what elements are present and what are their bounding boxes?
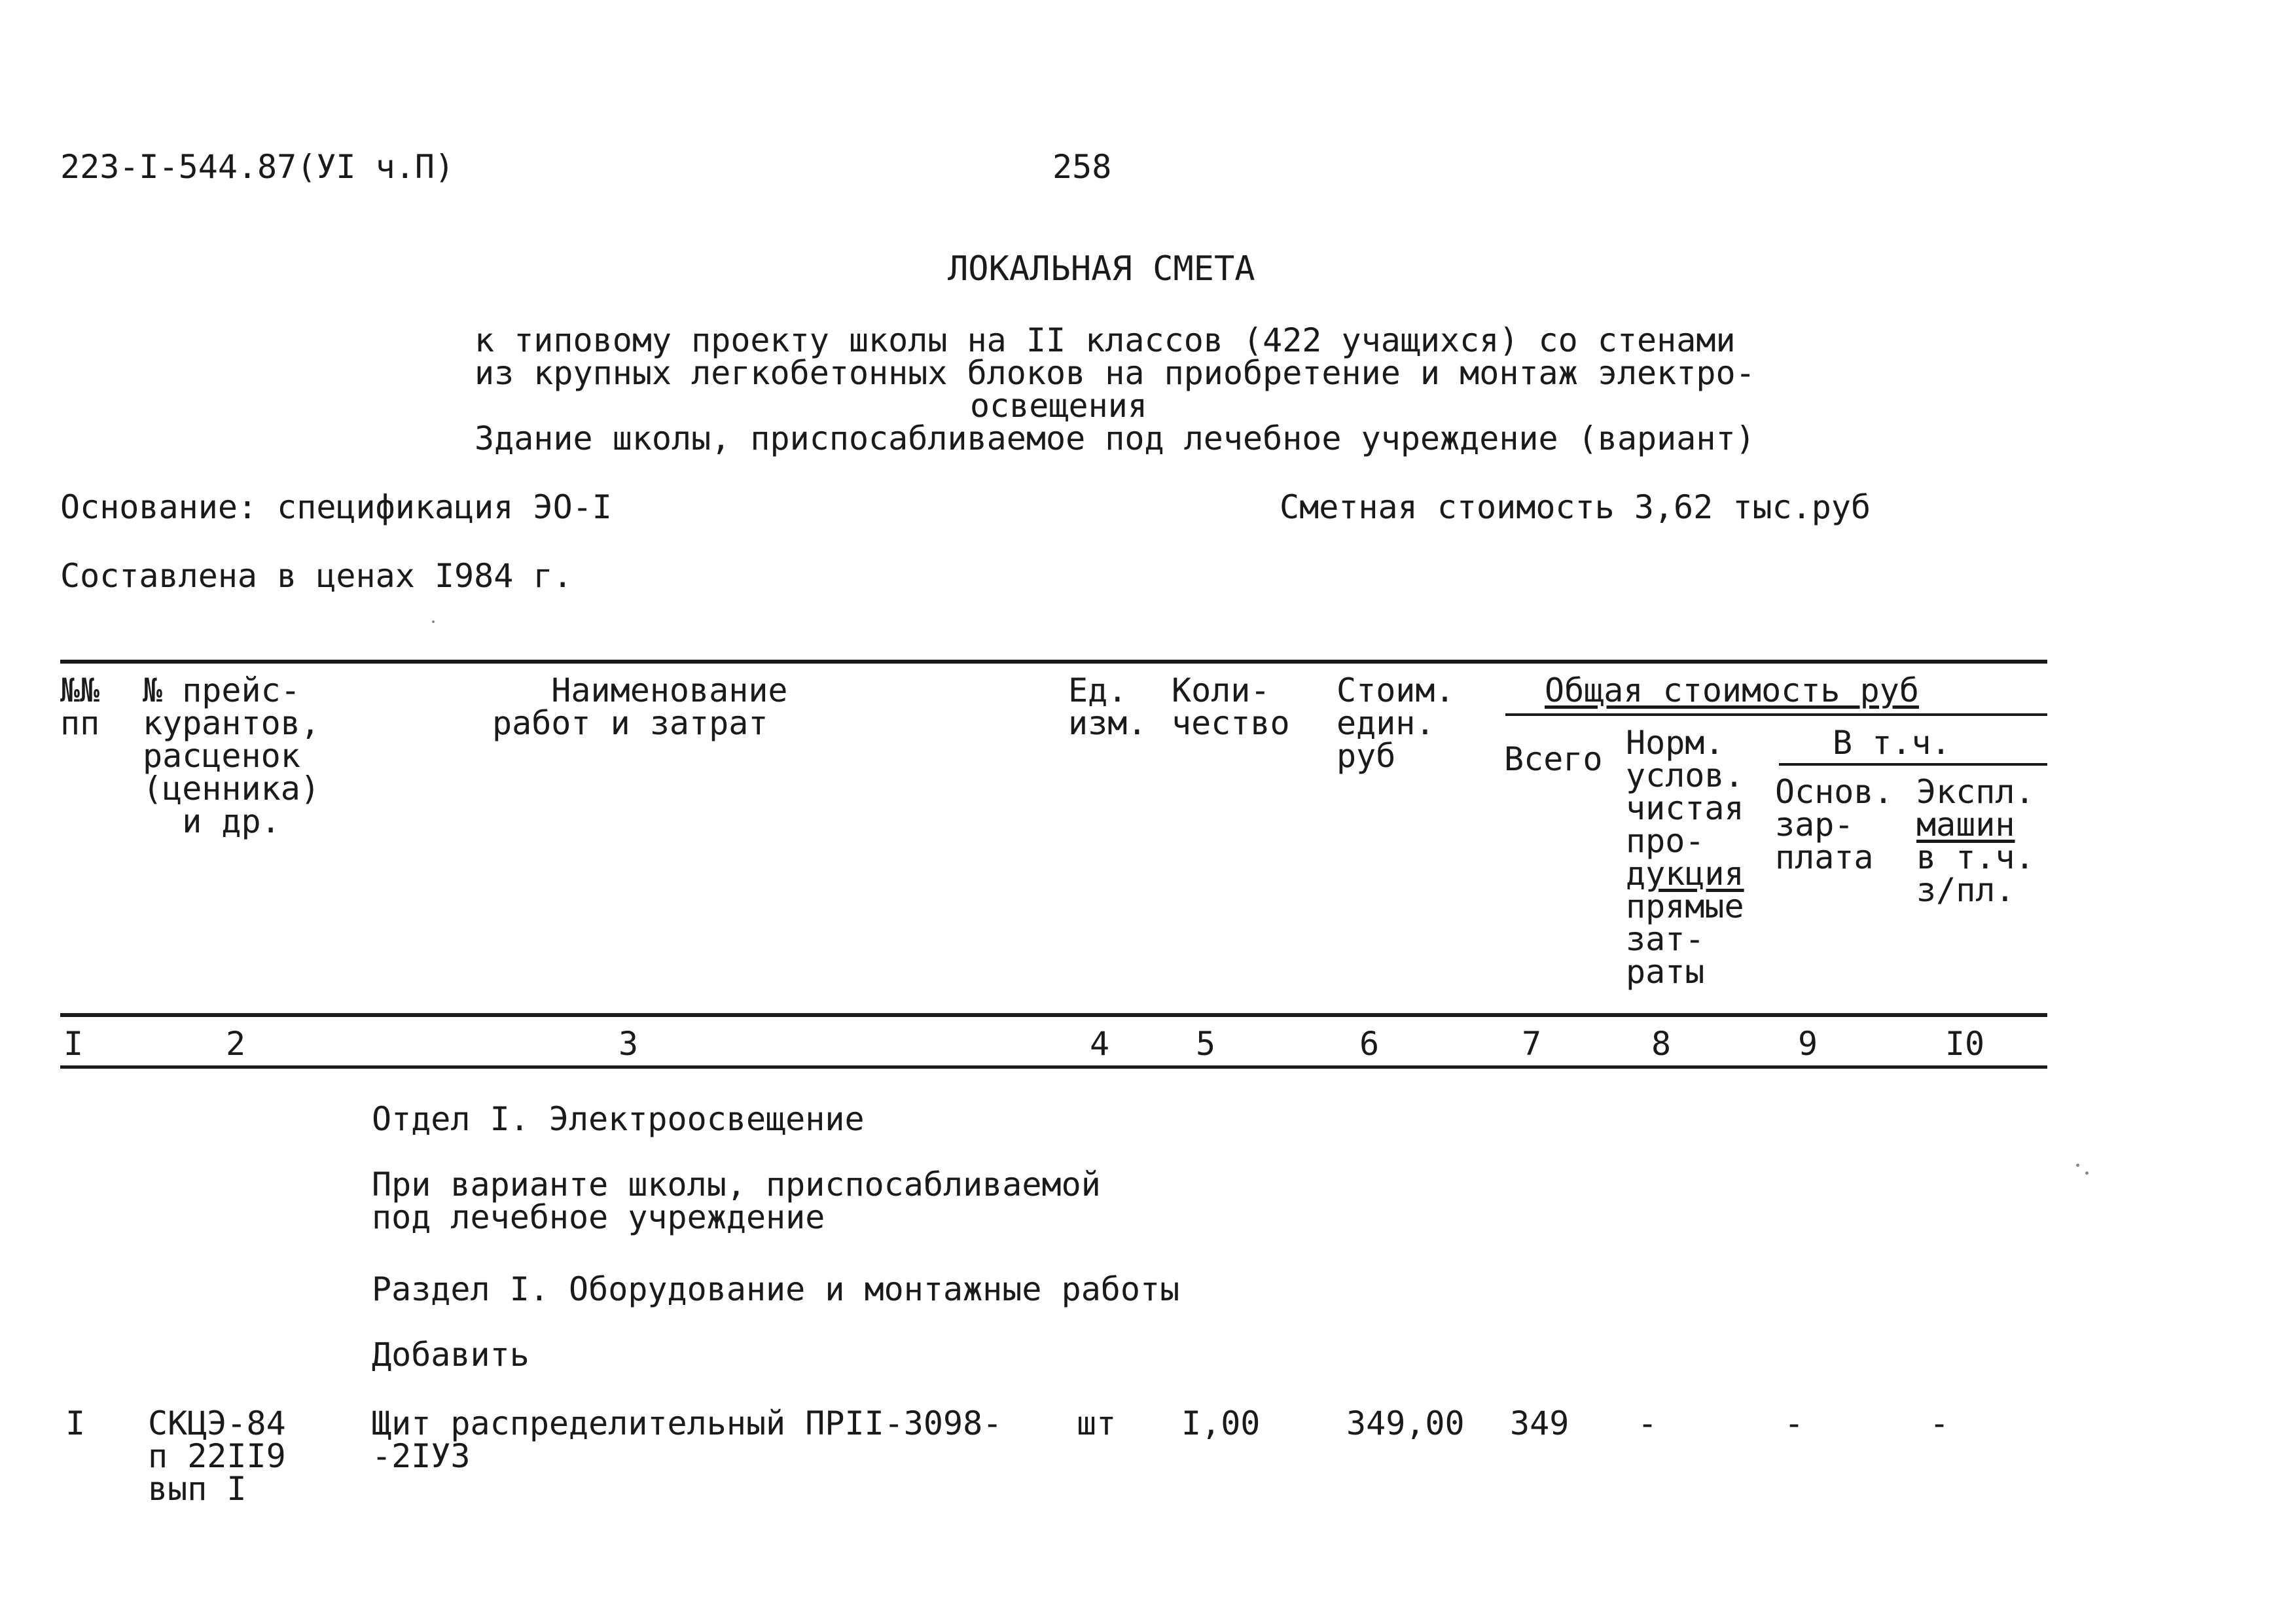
row-machines: - [1929, 1404, 1950, 1442]
column-number-1: I [63, 1025, 84, 1063]
row-wage: - [1784, 1404, 1804, 1442]
row-number: I [65, 1404, 86, 1442]
col-header-norm-bottom: прямые зат- раты [1626, 887, 1744, 991]
column-number-3: 3 [618, 1025, 639, 1063]
col-header-price-list: № прейс- курантов, расценок (ценника) и др. [143, 671, 320, 840]
row-total: 349 [1510, 1404, 1570, 1442]
row-unit-cost: 349,00 [1346, 1404, 1465, 1442]
col-header-total-group: Общая стоимость руб [1545, 671, 1919, 709]
header-bottom-rule [60, 1013, 2047, 1017]
page-number: 258 [1052, 148, 1112, 186]
row-name: Щит распределительный ПРII-3098- -2IУ3 [372, 1404, 1003, 1475]
scan-speck [432, 620, 435, 623]
col-header-unit: Ед. изм. [1068, 671, 1147, 742]
column-number-5: 5 [1195, 1025, 1216, 1063]
col-header-norm-top: Норм. услов. чистая про- [1626, 724, 1744, 860]
row-norm: - [1638, 1404, 1658, 1442]
row-quantity: I,00 [1181, 1404, 1261, 1442]
col-header-unit-cost: Стоим. един. руб [1336, 671, 1455, 775]
row-code: СКЦЭ-84 п 22II9 вып I [148, 1404, 286, 1508]
col-header-machines-underlined: машин [1916, 806, 2015, 844]
col-header-machines [1916, 773, 2047, 909]
basis-line: Основание: спецификация ЭО-I [60, 488, 612, 526]
col-header-number: №№ пп [60, 671, 100, 742]
subtitle-line-4: Здание школы, приспосабливаемое под лечебное учреждение (вариант) [475, 419, 1755, 457]
document-code: 223-I-544.87(УI ч.П) [60, 148, 455, 186]
col-header-wage: Основ. зар- плата [1775, 773, 1893, 876]
row-unit: шт [1077, 1404, 1117, 1442]
variant-note: При варианте школы, приспосабливаемой под лечебное учреждение [372, 1166, 1101, 1236]
column-number-7: 7 [1521, 1025, 1542, 1063]
col-header-quantity: Коли- чество [1172, 671, 1290, 742]
prices-year: Составлена в ценах I984 г. [60, 557, 573, 595]
column-number-10: I0 [1945, 1025, 1985, 1063]
estimated-cost: Сметная стоимость 3,62 тыс.руб [1280, 488, 1871, 526]
column-number-6: 6 [1359, 1025, 1380, 1063]
table-top-rule [60, 660, 2047, 664]
col-header-name: Наименование работ и затрат [492, 671, 788, 742]
column-number-2: 2 [225, 1025, 246, 1063]
scan-speck [2076, 1164, 2079, 1167]
col-header-norm [1626, 724, 1765, 991]
section-heading: Раздел I. Оборудование и монтажные работы [372, 1270, 1180, 1308]
total-group-rule [1505, 713, 2047, 716]
subtitle-line-3: освещения [970, 387, 1147, 425]
column-number-8: 8 [1651, 1025, 1672, 1063]
column-number-4: 4 [1089, 1025, 1110, 1063]
column-numbers-rule [60, 1065, 2047, 1069]
subtitle-line-1: к типовому проекту школы на II классов (422 учащихся) со стенами [475, 321, 1736, 359]
subtitle-line-2: из крупных легкобетонных блоков на приобретение и монтаж электро- [475, 354, 1755, 392]
scan-speck [2085, 1171, 2089, 1175]
col-header-machines-top: Экспл. [1916, 773, 2035, 811]
col-header-incl-group: В т.ч. [1833, 724, 1951, 762]
document-title: ЛОКАЛЬНАЯ СМЕТА [948, 249, 1255, 289]
col-header-machines-bottom: в т.ч. з/пл. [1916, 838, 2035, 909]
incl-group-rule [1779, 763, 2047, 766]
col-header-total: Всего [1504, 740, 1603, 778]
add-label: Добавить [372, 1336, 529, 1374]
department-heading: Отдел I. Электроосвещение [372, 1100, 865, 1138]
column-number-9: 9 [1797, 1025, 1818, 1063]
col-header-norm-underlined: дукция [1626, 855, 1744, 893]
